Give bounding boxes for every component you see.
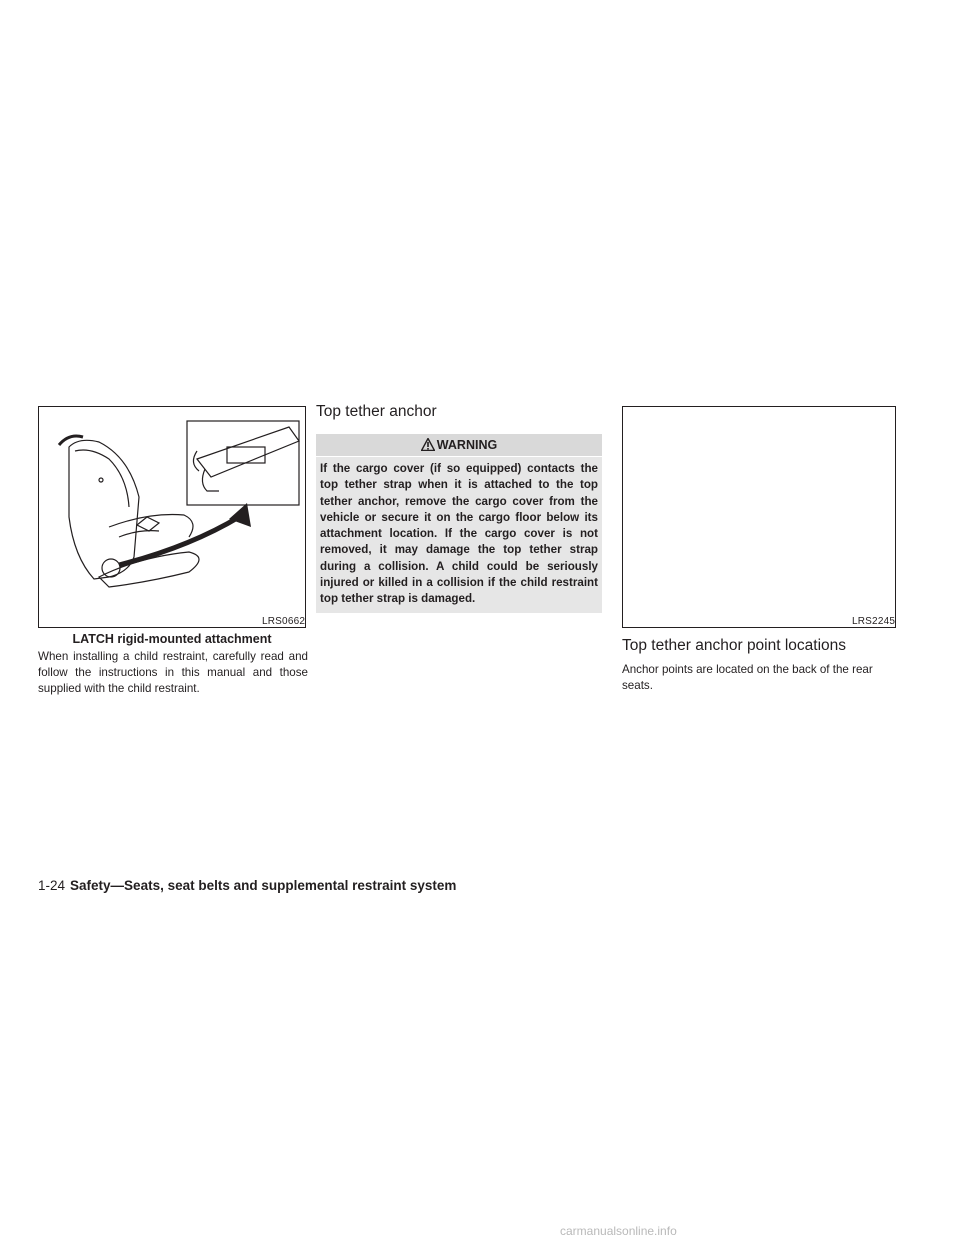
body-paragraph: Anchor points are located on the back of the rear seats.	[622, 663, 873, 692]
warning-body	[316, 457, 602, 613]
warning-triangle-icon	[421, 438, 435, 451]
figure-anchor-locations	[622, 406, 896, 628]
figure-code: LRS0662	[262, 616, 306, 627]
section-heading: Top tether anchor point locations	[622, 637, 847, 654]
figure-code: LRS2245	[852, 616, 896, 627]
watermark: carmanualsonline.info	[560, 1224, 677, 1238]
warning-text: If the cargo cover (if so equipped) contacts the top tether strap when it is attached to the top tether anchor, remove the cargo cover from the vehicle or secure it on the cargo floor below its attachment location. If the cargo cover is not removed, it may damage the top tether strap during a collision. A child could be seriously injured or killed in a collision if the child restraint top tether strap is damaged.	[320, 462, 598, 606]
chapter-title: Safety—Seats, seat belts and supplemental restraint system	[70, 878, 457, 893]
warning-header	[316, 434, 602, 456]
section-heading: Top tether anchor	[316, 403, 437, 420]
warning-label: WARNING	[436, 438, 498, 452]
body-paragraph: When installing a child restraint, carefully read and follow the instructions in this manual and those supplied with the child restraint.	[38, 650, 308, 695]
seat-illustration	[39, 407, 305, 627]
page-footer	[38, 878, 456, 893]
figure-caption: LATCH rigid-mounted attachment	[72, 632, 272, 646]
figure-latch-attachment	[38, 406, 306, 628]
page-number: 1-24	[38, 878, 66, 893]
